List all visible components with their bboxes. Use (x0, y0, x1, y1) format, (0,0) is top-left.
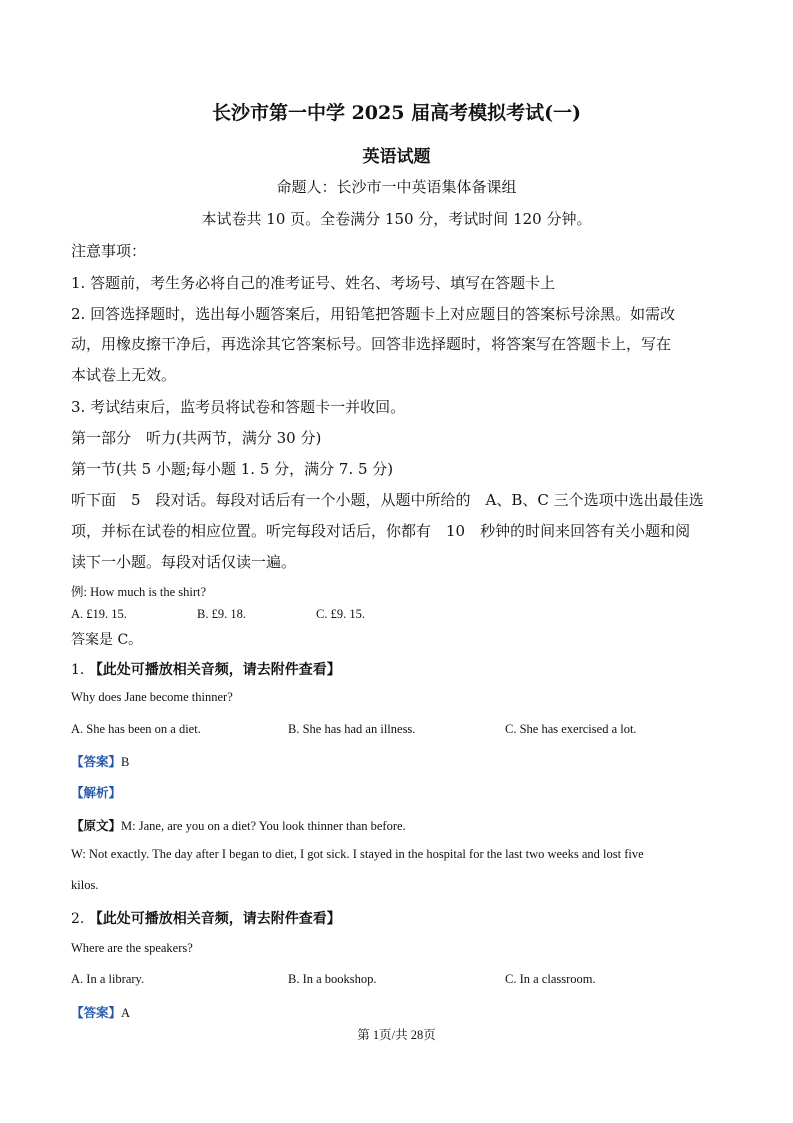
question-2-option-a: A. In a library. (71, 972, 145, 986)
answer-tag: 【答案】 (71, 755, 122, 769)
question-number: 2. (71, 911, 85, 927)
page-title: 长沙市第一中学 2025 届高考模拟考试(一) (211, 102, 582, 124)
transcript-line: M: Jane, are you on a diet? You look thinner than before. (121, 819, 406, 833)
question-2-option-b: B. In a bookshop. (288, 972, 377, 986)
question-1-original-line (71, 816, 406, 834)
transcript-line: kilos. (71, 878, 99, 892)
audio-note: 【此处可播放相关音频，请去附件查看】 (88, 911, 341, 927)
example-option-b: B. £9. 18. (197, 607, 246, 621)
question-1-option-c: C. She has exercised a lot. (505, 722, 637, 736)
transcript-line: W: Not exactly. The day after I began to diet, I got sick. I stayed in the hospital for the last two weeks and lost five (71, 847, 644, 861)
instruction-line: 项，并标在试卷的相应位置。听完每段对话后，你都有 10 秒钟的时间来回答有关小题和阅 (71, 522, 691, 540)
note-item: 2. 回答选择题时，选出每小题答案后，用铅笔把答题卡上对应题目的答案标号涂黑。如需改 (71, 305, 676, 323)
audio-note: 【此处可播放相关音频，请去附件查看】 (88, 662, 341, 678)
note-item: 1. 答题前，考生务必将自己的准考证号、姓名、考场号、填写在答题卡上 (71, 274, 556, 292)
answer-value: A (121, 1006, 131, 1020)
question-1-option-b: B. She has had an illness. (288, 722, 416, 736)
example-answer: 答案是 C。 (71, 632, 143, 648)
page-subtitle: 英语试题 (362, 147, 431, 167)
author-line: 命题人：长沙市一中英语集体备课组 (276, 178, 517, 196)
original-tag: 【原文】 (71, 819, 122, 833)
note-item: 动，用橡皮擦干净后，再选涂其它答案标号。回答非选择题时，将答案写在答题卡上，写在 (71, 335, 672, 353)
instruction-line: 读下一小题。每段对话仅读一遍。 (71, 553, 297, 571)
analysis-tag: 【解析】 (71, 786, 122, 800)
note-item: 本试卷上无效。 (71, 366, 177, 384)
question-number: 1. (71, 662, 85, 678)
exam-info: 本试卷共 10 页。全卷满分 150 分，考试时间 120 分钟。 (201, 210, 592, 228)
section-heading: 第一节(共 5 小题;每小题 1. 5 分，满分 7. 5 分) (71, 460, 394, 478)
part-heading: 第一部分 听力(共两节，满分 30 分) (71, 429, 322, 447)
example-option-c: C. £9. 15. (316, 607, 365, 621)
question-1-audio-note (71, 659, 341, 679)
answer-value: B (121, 755, 130, 769)
example-question: 例: How much is the shirt? (71, 585, 207, 599)
question-1-answer (71, 752, 129, 770)
page-footer: 第 1页/共 28页 (357, 1028, 436, 1042)
question-2-audio-note (71, 908, 341, 928)
instruction-line: 听下面 5 段对话。每段对话后有一个小题，从题中所给的 A、B、C 三个选项中选出最佳选 (71, 491, 704, 509)
question-1-option-a: A. She has been on a diet. (71, 722, 201, 736)
question-2-answer (71, 1003, 130, 1021)
question-1-analysis (71, 783, 121, 801)
question-2-text: Where are the speakers? (71, 941, 193, 955)
question-1-text: Why does Jane become thinner? (71, 690, 233, 704)
answer-tag: 【答案】 (71, 1006, 122, 1020)
question-2-option-c: C. In a classroom. (505, 972, 596, 986)
example-option-a: A. £19. 15. (71, 607, 127, 621)
note-item: 3. 考试结束后，监考员将试卷和答题卡一并收回。 (71, 398, 406, 416)
notes-heading: 注意事项： (71, 242, 147, 260)
